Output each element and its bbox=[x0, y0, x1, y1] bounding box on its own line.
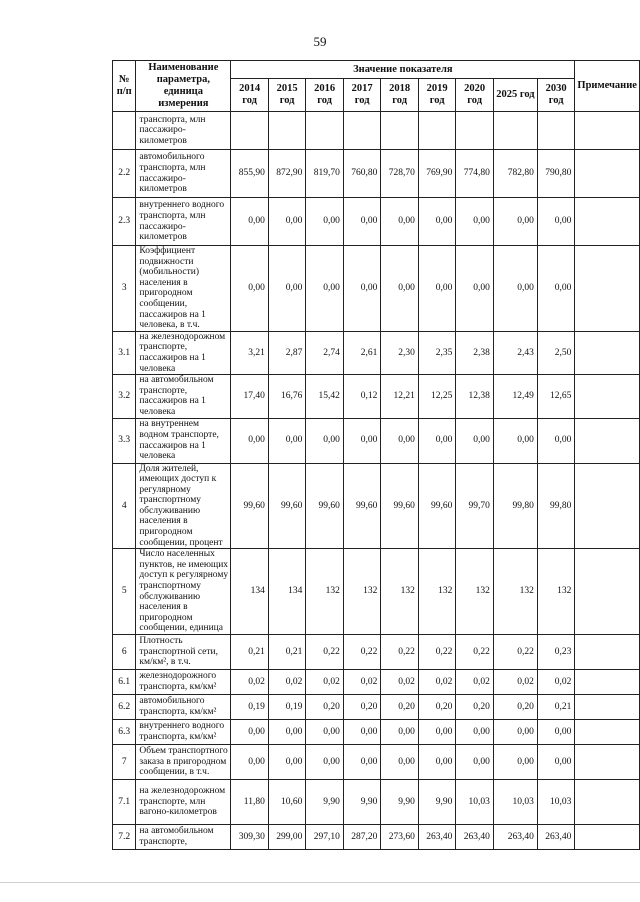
value-cell: 0,22 bbox=[306, 635, 344, 670]
value-cell: 0,00 bbox=[537, 720, 575, 745]
table-row bbox=[113, 331, 640, 374]
header-year: 2018 год bbox=[381, 79, 419, 112]
value-cell: 0,00 bbox=[268, 198, 306, 246]
value-cell: 0,00 bbox=[418, 418, 456, 463]
value-cell: 0,00 bbox=[343, 198, 381, 246]
value-cell: 0,00 bbox=[537, 246, 575, 332]
value-cell: 12,65 bbox=[537, 375, 575, 418]
parameter-name: Плотность транспортной сети, км/км², в т.ч. bbox=[136, 635, 231, 670]
value-cell: 0,00 bbox=[456, 246, 494, 332]
value-cell bbox=[381, 112, 419, 150]
note-cell bbox=[575, 198, 640, 246]
row-number: 6.3 bbox=[113, 720, 136, 745]
table-row bbox=[113, 635, 640, 670]
value-cell: 2,35 bbox=[418, 331, 456, 374]
parameter-name: Доля жителей, имеющих доступ к регулярному транспортному обслуживанию населения в пригородном сообщении, процент bbox=[136, 463, 231, 549]
value-cell: 299,00 bbox=[268, 825, 306, 850]
value-cell: 0,00 bbox=[343, 418, 381, 463]
value-cell: 99,80 bbox=[493, 463, 537, 549]
table-row bbox=[113, 246, 640, 332]
value-cell: 0,00 bbox=[381, 745, 419, 780]
value-cell: 0,00 bbox=[231, 198, 269, 246]
value-cell: 132 bbox=[306, 549, 344, 635]
value-cell: 728,70 bbox=[381, 150, 419, 198]
value-cell: 0,19 bbox=[231, 695, 269, 720]
note-cell bbox=[575, 720, 640, 745]
value-cell: 9,90 bbox=[306, 780, 344, 825]
page-bottom-edge bbox=[0, 882, 640, 883]
value-cell: 273,60 bbox=[381, 825, 419, 850]
value-cell: 0,22 bbox=[418, 635, 456, 670]
value-cell: 2,87 bbox=[268, 331, 306, 374]
value-cell: 0,00 bbox=[493, 720, 537, 745]
value-cell: 782,80 bbox=[493, 150, 537, 198]
value-cell: 0,20 bbox=[381, 695, 419, 720]
value-cell: 132 bbox=[418, 549, 456, 635]
table-row bbox=[113, 720, 640, 745]
row-number: 6.2 bbox=[113, 695, 136, 720]
parameter-name: на железнодорожном транспорте, млн вагоно-километров bbox=[136, 780, 231, 825]
value-cell: 9,90 bbox=[418, 780, 456, 825]
value-cell: 0,00 bbox=[456, 418, 494, 463]
header-parameter-name: Наименование параметра, единица измерения bbox=[136, 61, 231, 112]
value-cell: 263,40 bbox=[456, 825, 494, 850]
value-cell: 2,30 bbox=[381, 331, 419, 374]
value-cell: 0,20 bbox=[418, 695, 456, 720]
value-cell: 263,40 bbox=[493, 825, 537, 850]
parameter-name: Число населенных пунктов, не имеющих доступ к регулярному транспортному обслуживанию населения в пригородном сообщении, единица bbox=[136, 549, 231, 635]
value-cell: 0,20 bbox=[306, 695, 344, 720]
value-cell: 99,60 bbox=[381, 463, 419, 549]
row-number: 6 bbox=[113, 635, 136, 670]
value-cell: 132 bbox=[343, 549, 381, 635]
value-cell: 0,00 bbox=[231, 745, 269, 780]
value-cell: 16,76 bbox=[268, 375, 306, 418]
value-cell: 0,02 bbox=[537, 670, 575, 695]
value-cell: 760,80 bbox=[343, 150, 381, 198]
value-cell: 0,00 bbox=[231, 418, 269, 463]
value-cell: 0,00 bbox=[231, 720, 269, 745]
value-cell: 790,80 bbox=[537, 150, 575, 198]
header-year: 2017 год bbox=[343, 79, 381, 112]
header-note: Примечание bbox=[575, 61, 640, 112]
parameter-name: внутреннего водного транспорта, км/км² bbox=[136, 720, 231, 745]
value-cell bbox=[231, 112, 269, 150]
parameter-name: внутреннего водного транспорта, млн пассажиро-километров bbox=[136, 198, 231, 246]
note-cell bbox=[575, 150, 640, 198]
value-cell: 17,40 bbox=[231, 375, 269, 418]
value-cell: 9,90 bbox=[381, 780, 419, 825]
table-body bbox=[113, 112, 640, 850]
note-cell bbox=[575, 331, 640, 374]
table-row bbox=[113, 150, 640, 198]
value-cell: 0,02 bbox=[343, 670, 381, 695]
note-cell bbox=[575, 670, 640, 695]
row-number bbox=[113, 112, 136, 150]
value-cell: 0,22 bbox=[343, 635, 381, 670]
value-cell: 0,00 bbox=[418, 720, 456, 745]
value-cell: 0,00 bbox=[343, 720, 381, 745]
table-row bbox=[113, 112, 640, 150]
value-cell: 0,00 bbox=[493, 418, 537, 463]
value-cell: 0,12 bbox=[343, 375, 381, 418]
value-cell: 263,40 bbox=[418, 825, 456, 850]
value-cell: 0,02 bbox=[381, 670, 419, 695]
note-cell bbox=[575, 418, 640, 463]
value-cell: 0,20 bbox=[493, 695, 537, 720]
value-cell: 0,00 bbox=[456, 198, 494, 246]
parameter-name: автомобильного транспорта, км/км² bbox=[136, 695, 231, 720]
row-number: 5 bbox=[113, 549, 136, 635]
value-cell: 0,00 bbox=[537, 745, 575, 780]
value-cell: 12,25 bbox=[418, 375, 456, 418]
parameter-name: Коэффициент подвижности (мобильности) населения в пригородном сообщении, пассажиров на 1 человека, в т.ч. bbox=[136, 246, 231, 332]
value-cell: 0,00 bbox=[493, 198, 537, 246]
parameter-name: на внутреннем водном транспорте, пассажиров на 1 человека bbox=[136, 418, 231, 463]
value-cell: 99,80 bbox=[537, 463, 575, 549]
header-number: № п/п bbox=[113, 61, 136, 112]
table-row bbox=[113, 198, 640, 246]
value-cell: 0,20 bbox=[343, 695, 381, 720]
value-cell: 0,00 bbox=[537, 198, 575, 246]
value-cell: 0,02 bbox=[306, 670, 344, 695]
row-number: 3 bbox=[113, 246, 136, 332]
value-cell: 134 bbox=[268, 549, 306, 635]
value-cell: 10,03 bbox=[456, 780, 494, 825]
value-cell bbox=[537, 112, 575, 150]
value-cell: 0,00 bbox=[268, 246, 306, 332]
value-cell: 10,03 bbox=[493, 780, 537, 825]
value-cell: 2,61 bbox=[343, 331, 381, 374]
value-cell: 99,60 bbox=[231, 463, 269, 549]
value-cell: 2,74 bbox=[306, 331, 344, 374]
value-cell: 0,02 bbox=[418, 670, 456, 695]
parameter-name: железнодорожного транспорта, км/км² bbox=[136, 670, 231, 695]
value-cell: 0,00 bbox=[493, 745, 537, 780]
value-cell: 10,60 bbox=[268, 780, 306, 825]
note-cell bbox=[575, 695, 640, 720]
page-number: 59 bbox=[313, 34, 327, 49]
value-cell: 99,60 bbox=[306, 463, 344, 549]
value-cell: 0,00 bbox=[537, 418, 575, 463]
value-cell bbox=[343, 112, 381, 150]
value-cell bbox=[418, 112, 456, 150]
value-cell: 0,00 bbox=[306, 246, 344, 332]
value-cell: 0,20 bbox=[456, 695, 494, 720]
value-cell: 0,00 bbox=[381, 418, 419, 463]
value-cell: 99,60 bbox=[268, 463, 306, 549]
value-cell: 99,70 bbox=[456, 463, 494, 549]
value-cell bbox=[456, 112, 494, 150]
value-cell: 132 bbox=[537, 549, 575, 635]
value-cell: 297,10 bbox=[306, 825, 344, 850]
parameter-name: транспорта, млн пассажиро-километров bbox=[136, 112, 231, 150]
value-cell: 0,00 bbox=[268, 720, 306, 745]
value-cell: 0,21 bbox=[537, 695, 575, 720]
table-row bbox=[113, 375, 640, 418]
value-cell: 0,22 bbox=[456, 635, 494, 670]
value-cell: 0,00 bbox=[306, 418, 344, 463]
value-cell: 132 bbox=[493, 549, 537, 635]
value-cell: 0,00 bbox=[456, 720, 494, 745]
value-cell: 0,00 bbox=[381, 720, 419, 745]
value-cell: 0,00 bbox=[268, 418, 306, 463]
value-cell: 0,00 bbox=[268, 745, 306, 780]
value-cell: 0,23 bbox=[537, 635, 575, 670]
value-cell: 3,21 bbox=[231, 331, 269, 374]
value-cell: 0,02 bbox=[231, 670, 269, 695]
value-cell: 0,00 bbox=[418, 745, 456, 780]
row-number: 7.2 bbox=[113, 825, 136, 850]
value-cell: 0,00 bbox=[306, 198, 344, 246]
value-cell: 0,21 bbox=[231, 635, 269, 670]
row-number: 4 bbox=[113, 463, 136, 549]
value-cell: 309,30 bbox=[231, 825, 269, 850]
table-row bbox=[113, 695, 640, 720]
value-cell: 132 bbox=[381, 549, 419, 635]
note-cell bbox=[575, 825, 640, 850]
table-row bbox=[113, 418, 640, 463]
note-cell bbox=[575, 246, 640, 332]
value-cell: 12,21 bbox=[381, 375, 419, 418]
note-cell bbox=[575, 112, 640, 150]
value-cell: 2,38 bbox=[456, 331, 494, 374]
indicator-table bbox=[112, 60, 640, 850]
parameter-name: на железнодорожном транспорте, пассажиров на 1 человека bbox=[136, 331, 231, 374]
table-row bbox=[113, 825, 640, 850]
table-row bbox=[113, 463, 640, 549]
row-number: 7.1 bbox=[113, 780, 136, 825]
value-cell: 0,02 bbox=[456, 670, 494, 695]
value-cell: 0,00 bbox=[456, 745, 494, 780]
row-number: 3.2 bbox=[113, 375, 136, 418]
value-cell: 0,22 bbox=[493, 635, 537, 670]
value-cell: 0,00 bbox=[418, 198, 456, 246]
value-cell: 99,60 bbox=[418, 463, 456, 549]
value-cell: 12,38 bbox=[456, 375, 494, 418]
table-header bbox=[113, 61, 640, 112]
header-year: 2025 год bbox=[493, 79, 537, 112]
header-value-group: Значение показателя bbox=[231, 61, 575, 79]
value-cell: 0,00 bbox=[306, 745, 344, 780]
value-cell: 2,43 bbox=[493, 331, 537, 374]
header-year: 2015 год bbox=[268, 79, 306, 112]
value-cell: 287,20 bbox=[343, 825, 381, 850]
value-cell: 0,22 bbox=[381, 635, 419, 670]
row-number: 3.3 bbox=[113, 418, 136, 463]
value-cell bbox=[306, 112, 344, 150]
value-cell: 132 bbox=[456, 549, 494, 635]
note-cell bbox=[575, 780, 640, 825]
value-cell: 819,70 bbox=[306, 150, 344, 198]
value-cell: 855,90 bbox=[231, 150, 269, 198]
value-cell: 0,00 bbox=[381, 246, 419, 332]
value-cell: 0,00 bbox=[343, 246, 381, 332]
value-cell bbox=[493, 112, 537, 150]
value-cell: 11,80 bbox=[231, 780, 269, 825]
value-cell: 15,42 bbox=[306, 375, 344, 418]
value-cell: 0,00 bbox=[381, 198, 419, 246]
table-row bbox=[113, 745, 640, 780]
value-cell: 0,02 bbox=[493, 670, 537, 695]
row-number: 6.1 bbox=[113, 670, 136, 695]
value-cell: 12,49 bbox=[493, 375, 537, 418]
header-year: 2019 год bbox=[418, 79, 456, 112]
value-cell: 0,00 bbox=[493, 246, 537, 332]
table-row bbox=[113, 670, 640, 695]
parameter-name: автомобильного транспорта, млн пассажиро-километров bbox=[136, 150, 231, 198]
note-cell bbox=[575, 745, 640, 780]
value-cell: 872,90 bbox=[268, 150, 306, 198]
value-cell: 2,50 bbox=[537, 331, 575, 374]
value-cell: 134 bbox=[231, 549, 269, 635]
value-cell: 769,90 bbox=[418, 150, 456, 198]
value-cell bbox=[268, 112, 306, 150]
header-year: 2030 год bbox=[537, 79, 575, 112]
header-year: 2014 год bbox=[231, 79, 269, 112]
note-cell bbox=[575, 375, 640, 418]
row-number: 2.2 bbox=[113, 150, 136, 198]
parameter-name: на автомобильном транспорте, bbox=[136, 825, 231, 850]
row-number: 7 bbox=[113, 745, 136, 780]
row-number: 3.1 bbox=[113, 331, 136, 374]
note-cell bbox=[575, 549, 640, 635]
row-number: 2.3 bbox=[113, 198, 136, 246]
value-cell: 774,80 bbox=[456, 150, 494, 198]
table-row bbox=[113, 780, 640, 825]
value-cell: 263,40 bbox=[537, 825, 575, 850]
value-cell: 0,00 bbox=[343, 745, 381, 780]
value-cell: 99,60 bbox=[343, 463, 381, 549]
parameter-name: на автомобильном транспорте, пассажиров на 1 человека bbox=[136, 375, 231, 418]
value-cell: 0,19 bbox=[268, 695, 306, 720]
value-cell: 10,03 bbox=[537, 780, 575, 825]
parameter-name: Объем транспортного заказа в пригородном сообщении, в т.ч. bbox=[136, 745, 231, 780]
value-cell: 0,00 bbox=[306, 720, 344, 745]
table-row bbox=[113, 549, 640, 635]
note-cell bbox=[575, 635, 640, 670]
header-year: 2020 год bbox=[456, 79, 494, 112]
value-cell: 0,02 bbox=[268, 670, 306, 695]
value-cell: 0,00 bbox=[231, 246, 269, 332]
value-cell: 9,90 bbox=[343, 780, 381, 825]
value-cell: 0,00 bbox=[418, 246, 456, 332]
value-cell: 0,21 bbox=[268, 635, 306, 670]
note-cell bbox=[575, 463, 640, 549]
header-year: 2016 год bbox=[306, 79, 344, 112]
